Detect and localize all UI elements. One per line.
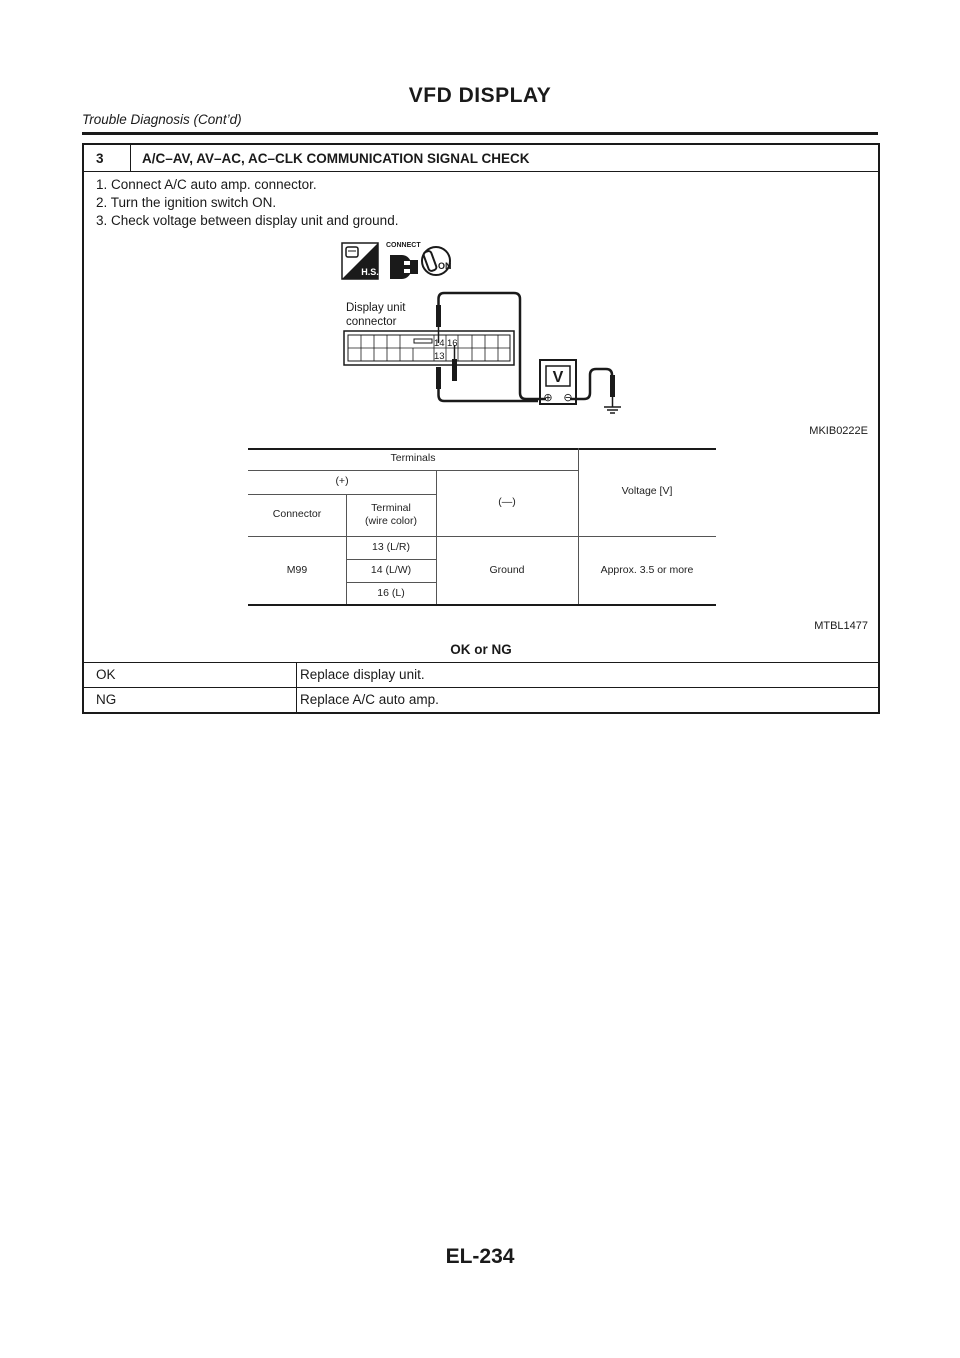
voltmeter	[540, 360, 576, 404]
terminal-value-13: 13 (L/R)	[372, 541, 410, 553]
page-subtitle: Trouble Diagnosis (Cont’d)	[82, 112, 242, 127]
terminal-value-14: 14 (L/W)	[370, 564, 412, 576]
step-box	[82, 143, 880, 714]
step-header-rule	[84, 171, 878, 172]
instruction-2: 2. Turn the ignition switch ON.	[96, 195, 277, 210]
meter-label: V	[552, 369, 564, 386]
step-number: 3	[96, 151, 104, 166]
result-ng-action: Replace A/C auto amp.	[300, 692, 439, 707]
step-number-divider	[130, 145, 131, 171]
display-unit-connector	[344, 331, 514, 365]
connector-value: M99	[286, 564, 308, 576]
hs-label: H.S.	[361, 267, 379, 277]
instruction-1: 1. Connect A/C auto amp. connector.	[96, 177, 317, 192]
terminal-header-line2: (wire color)	[365, 515, 417, 527]
minus-value: Ground	[489, 564, 525, 576]
terminal-value-16: 16 (L)	[377, 587, 405, 599]
voltage-header: Voltage [V]	[621, 485, 673, 497]
table-id: MTBL1477	[814, 620, 868, 632]
connector-label-line2: connector	[346, 316, 397, 328]
meter-minus-icon: ⊖	[563, 391, 573, 404]
pin-label-13: 13	[434, 351, 445, 362]
terminal-table	[248, 448, 716, 606]
meter-plus-icon: ⊕	[543, 391, 553, 404]
result-ok-label: OK	[96, 667, 116, 682]
table-top-rule	[248, 448, 716, 450]
header-rule	[82, 132, 878, 135]
figure-id: MKIB0222E	[809, 425, 868, 437]
connect-label: CONNECT	[386, 242, 421, 249]
page-title: VFD DISPLAY	[408, 84, 552, 107]
result-middle-rule	[84, 687, 878, 688]
connector-header: Connector	[272, 508, 322, 520]
connect-icon	[386, 242, 421, 279]
terminal-header-line1: Terminal	[371, 502, 411, 514]
harness-icon	[342, 243, 379, 279]
connector-label-line1: Display unit	[346, 302, 406, 314]
terminals-header: Terminals	[390, 452, 436, 464]
pin-label-16: 16	[447, 338, 458, 349]
ignition-on-icon	[422, 247, 452, 275]
instruction-3: 3. Check voltage between display unit and ground.	[96, 213, 399, 228]
page-number: EL-234	[445, 1245, 515, 1268]
ground-probe	[570, 369, 621, 413]
pin-label-14: 14	[434, 338, 445, 349]
step-title: A/C–AV, AV–AC, AC–CLK COMMUNICATION SIGNAL CHECK	[142, 151, 530, 166]
voltage-value: Approx. 3.5 or more	[600, 564, 694, 576]
on-label: ON	[438, 261, 452, 271]
result-ng-label: NG	[96, 692, 117, 707]
result-heading: OK or NG	[450, 642, 512, 657]
plus-header: (+)	[335, 475, 349, 487]
result-top-rule	[84, 662, 878, 663]
minus-header: (—)	[498, 496, 516, 508]
wiring-figure	[334, 235, 634, 420]
table-bottom-rule	[248, 604, 716, 606]
result-ok-action: Replace display unit.	[300, 667, 425, 682]
